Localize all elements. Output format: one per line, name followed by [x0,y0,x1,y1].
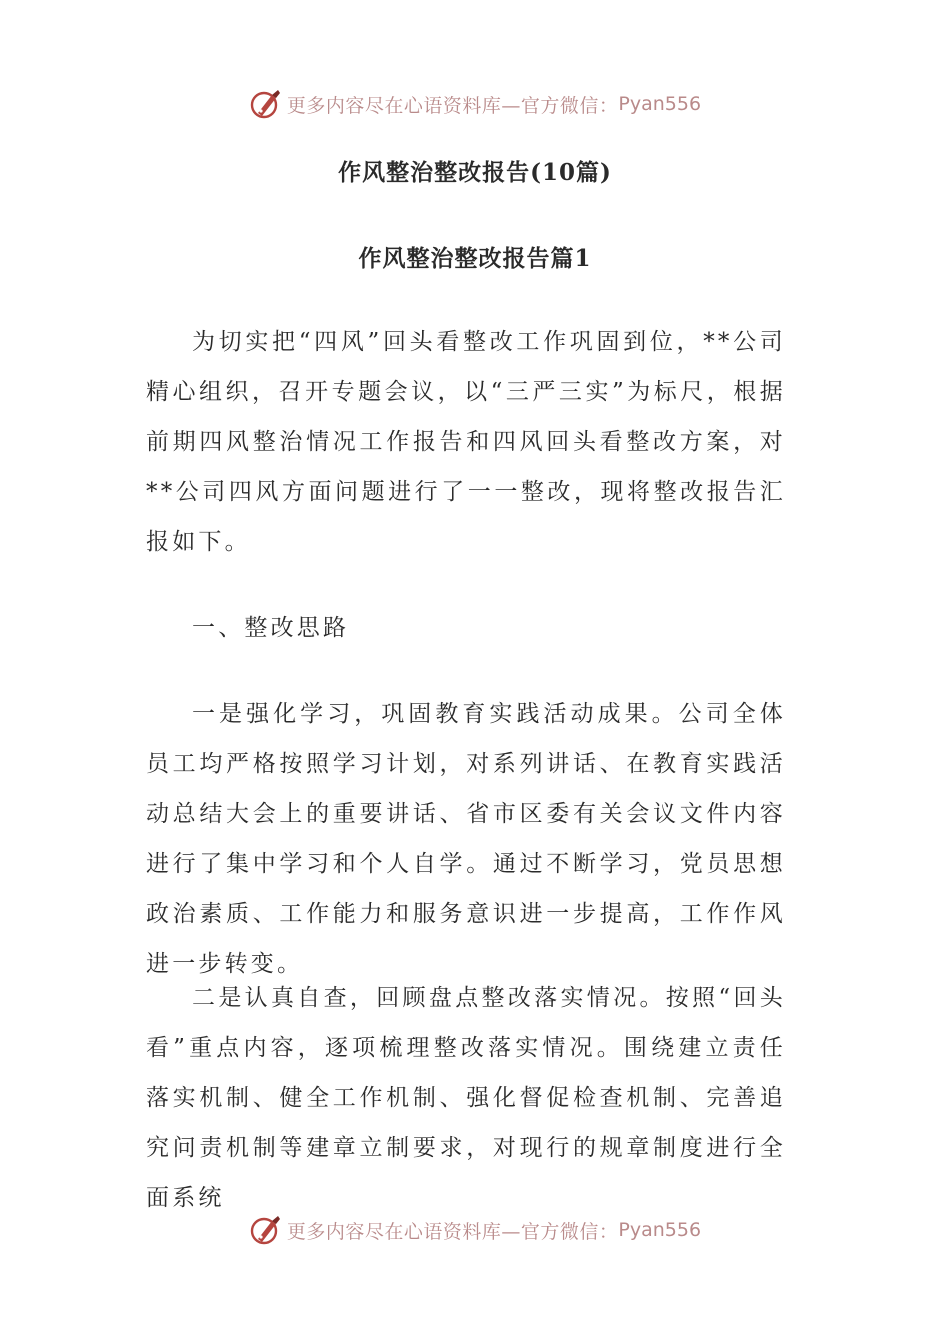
point-one-text: 一是强化学习，巩固教育实践活动成果。公司全体员工均严格按照学习计划，对系列讲话、在教育实践活动总结大会上的重要讲话、省市区委有关会议文件内容进行了集中学习和个人自学。通过不断学习，党员思想政治素质、工作能力和服务意识进一步提高，工作作风进一步转变。 [146,701,786,977]
section-heading-text: 一、整改思路 [192,615,350,641]
point-two-paragraph [146,973,786,1223]
point-two-text: 二是认真自查，回顾盘点整改落实情况。按照“回头看”重点内容，逐项梳理整改落实情况。围绕建立责任落实机制、健全工作机制、强化督促检查机制、完善追究问责机制等建章立制要求，对现行的规章制度进行全面系统 [146,985,786,1211]
intro-paragraph [146,317,786,567]
watermark-contact: Pyan556 [618,1219,702,1241]
watermark-brand-text: 更多内容尽在心语资料库—官方微信： [286,1220,619,1243]
document-subtitle: 作风整治整改报告篇1 [358,245,592,272]
document-title: 作风整治整改报告(10篇) [338,159,612,186]
watermark-banner-top [0,84,950,124]
watermark-brand-text: 更多内容尽在心语资料库—官方微信： [286,94,619,117]
intro-paragraph-text: 为切实把“四风”回头看整改工作巩固到位，**公司精心组织，召开专题会议，以“三严三实”为标尺，根据前期四风整治情况工作报告和四风回头看整改方案，对**公司四风方面问题进行了一一整改，现将整改报告汇报如下。 [146,329,786,555]
section-heading [146,603,786,653]
pen-nib-logo-icon [249,1213,283,1247]
watermark-contact: Pyan556 [618,93,702,115]
point-one-paragraph [146,689,786,989]
pen-nib-logo-icon [249,87,283,121]
watermark-banner-bottom [0,1210,950,1250]
